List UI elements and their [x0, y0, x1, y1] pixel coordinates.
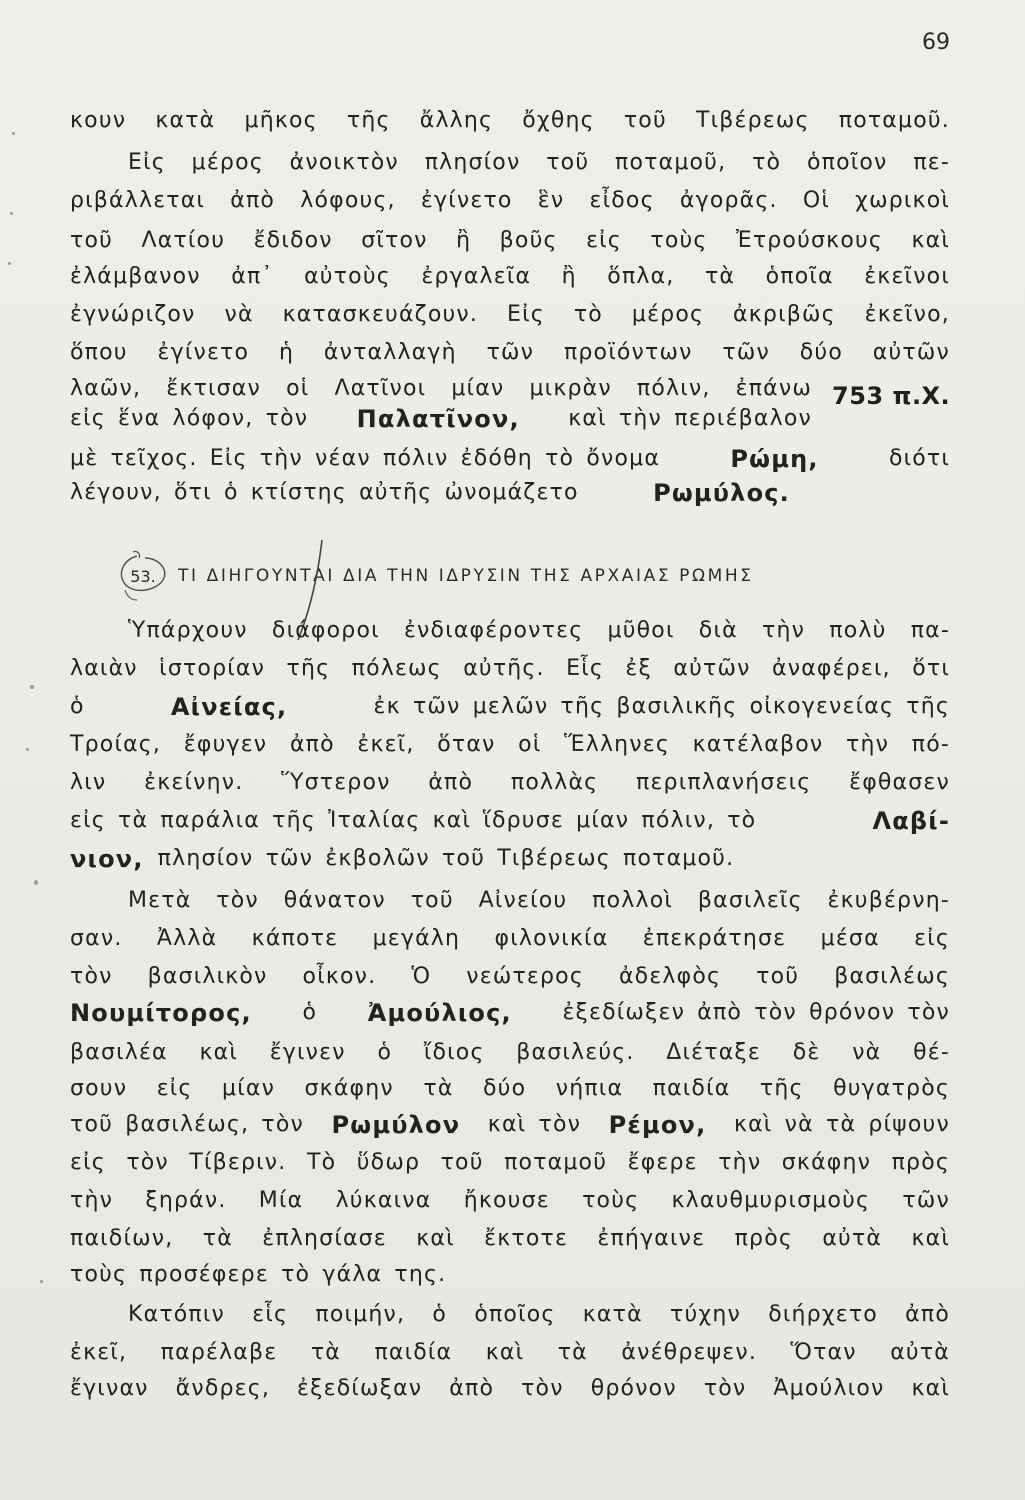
text-line: σαν. Ἀλλὰ κάποτε μεγάλη φιλονικία ἐπεκράτησε μέσα εἰς — [70, 926, 950, 951]
text-line — [70, 846, 810, 872]
text-run: καὶ τὴν περιέβαλον — [568, 406, 812, 431]
text-run: καὶ νὰ τὰ ρίψουν — [733, 1112, 950, 1137]
text-line: σουν εἰς μίαν σκάφην τὰ δύο νήπια παιδία τῆς θυγατρὸς — [70, 1076, 950, 1101]
text-run: τοῦ βασιλέως, τὸν — [70, 1112, 304, 1137]
text-run: εἰς ἕνα λόφον, τὸν — [70, 406, 309, 431]
bold-term: Ἀμούλιος, — [367, 999, 512, 1027]
scan-speck — [34, 880, 38, 885]
text-line: τὸν βασιλικὸν οἶκον. Ὁ νεώτερος ἀδελφὸς τοῦ βασιλέως — [70, 964, 950, 989]
text-line — [70, 808, 950, 834]
text-line: ἐγνώριζον νὰ κατασκευάζουν. Εἰς τὸ μέρος ἀκριβῶς ἐκεῖνο, — [70, 302, 950, 327]
text-run: πλησίον τῶν ἐκβολῶν τοῦ Τιβέρεως ποταμοῦ. — [157, 846, 735, 871]
text-line: λιν ἐκείνην. Ὕστερον ἀπὸ πολλὰς περιπλανήσεις ἔφθασεν — [70, 770, 950, 795]
text-line: λαῶν, ἔκτισαν οἱ Λατῖνοι μίαν μικρὰν πόλιν, ἐπάνω — [70, 376, 812, 401]
text-line: Μετὰ τὸν θάνατον τοῦ Αἰνείου πολλοὶ βασιλεῖς ἐκυβέρνη- — [128, 888, 950, 913]
text-line — [70, 406, 812, 432]
bold-term: Ρώμη, — [730, 445, 819, 473]
text-run: λέγουν, ὅτι ὁ κτίστης αὐτῆς ὠνομάζετο — [70, 480, 579, 505]
text-line: ἐκεῖ, παρέλαβε τὰ παιδία καὶ τὰ ἀνέθρεψεν. Ὅταν αὐτὰ — [70, 1340, 950, 1365]
scan-speck — [8, 262, 11, 265]
text-run: ὁ — [70, 694, 85, 719]
text-line: ἔγιναν ἄνδρες, ἐξεδίωξαν ἀπὸ τὸν θρόνον τὸν Ἀμούλιον καὶ — [70, 1376, 950, 1401]
scan-speck — [40, 1280, 43, 1283]
text-run: εἰς τὰ παράλια τῆς Ἰταλίας καὶ ἵδρυσε μίαν πόλιν, τὸ — [70, 808, 757, 833]
text-line: Ὑπάρχουν διάφοροι ἐνδιαφέροντες μῦθοι διὰ τὴν πολὺ πα- — [128, 618, 950, 643]
bold-term: Νουμίτορος, — [70, 999, 252, 1027]
text-run: ὁ — [302, 1000, 318, 1025]
text-run: ἐξεδίωξεν ἀπὸ τὸν θρόνον τὸν — [562, 1000, 950, 1025]
scan-speck — [26, 748, 29, 751]
text-run: καὶ τὸν — [487, 1112, 582, 1137]
text-line — [70, 694, 950, 720]
text-line: ὅπου ἐγίνετο ἡ ἀνταλλαγὴ τῶν προϊόντων τῶν δύο αὐτῶν — [70, 340, 950, 365]
text-line: ἐλάμβανον ἀπ᾿ αὐτοὺς ἐργαλεῖα ἢ ὅπλα, τὰ ὁποῖα ἐκεῖνοι — [70, 264, 950, 289]
bold-term: νιον, — [70, 845, 144, 873]
scan-speck — [12, 132, 15, 135]
text-run: διότι — [888, 446, 950, 471]
bold-term: Ρωμύλος. — [653, 479, 790, 507]
text-line: εἰς τὸν Τίβεριν. Τὸ ὕδωρ τοῦ ποταμοῦ ἔφερε τὴν σκάφην πρὸς — [70, 1150, 950, 1175]
text-line: τοὺς προσέφερε τὸ γάλα της. — [70, 1262, 447, 1287]
text-line — [70, 1112, 950, 1138]
bold-term: Αἰνείας, — [170, 693, 288, 721]
margin-date-note: 753 π.Χ. — [832, 382, 951, 410]
page-number: 69 — [922, 30, 950, 55]
text-line: Τροίας, ἔφυγεν ἀπὸ ἐκεῖ, ὅταν οἱ Ἕλληνες κατέλαβον τὴν πό- — [70, 732, 950, 757]
text-line: βασιλέα καὶ ἔγινεν ὁ ἴδιος βασιλεύς. Διέταξε δὲ νὰ θέ- — [70, 1040, 950, 1065]
text-line: λαιὰν ἱστορίαν τῆς πόλεως αὐτῆς. Εἷς ἐξ αὐτῶν ἀναφέρει, ὅτι — [70, 656, 950, 681]
bold-term: Ρέμον, — [608, 1111, 707, 1139]
text-line — [70, 446, 950, 472]
bold-term: Ρωμύλον — [331, 1111, 461, 1139]
section-heading: ΤΙ ΔΙΗΓΟΥΝΤΑΙ ΔΙΑ ΤΗΝ ΙΔΡΥΣΙΝ ΤΗΣ ΑΡΧΑΙΑΣ ΡΩΜΗΣ — [178, 566, 754, 586]
text-run: μὲ τεῖχος. Εἰς τὴν νέαν πόλιν ἐδόθη τὸ ὄνομα — [70, 446, 661, 471]
section-number-text: 53. — [130, 566, 156, 586]
scan-speck — [30, 685, 34, 689]
bold-term: Παλατῖνον, — [356, 405, 520, 433]
text-line — [70, 1000, 950, 1026]
text-line: τὴν ξηράν. Μία λύκαινα ἤκουσε τοὺς κλαυθμυρισμοὺς τῶν — [70, 1188, 950, 1213]
text-line: Εἰς μέρος ἀνοικτὸν πλησίον τοῦ ποταμοῦ, τὸ ὁποῖον πε- — [128, 150, 950, 175]
text-run: ἐκ τῶν μελῶν τῆς βασιλικῆς οἰκογενείας τῆς — [373, 694, 950, 719]
text-line: τοῦ Λατίου ἔδιδον σῖτον ἢ βοῦς εἰς τοὺς Ἐτρούσκους καὶ — [70, 228, 950, 253]
text-line: παιδίων, τὰ ἐπλησίασε καὶ ἔκτοτε ἐπήγαινε πρὸς αὐτὰ καὶ — [70, 1226, 950, 1251]
text-line: Κατόπιν εἷς ποιμήν, ὁ ὁποῖος κατὰ τύχην διήρχετο ἀπὸ — [128, 1302, 950, 1327]
text-line: κουν κατὰ μῆκος τῆς ἄλλης ὄχθης τοῦ Τιβέρεως ποταμοῦ. — [70, 108, 950, 133]
text-line — [70, 480, 790, 506]
bold-term: Λαβί- — [872, 807, 950, 835]
scan-speck — [10, 212, 13, 215]
text-line: ριβάλλεται ἀπὸ λόφους, ἐγίνετο ἓν εἶδος ἀγορᾶς. Οἱ χωρικοὶ — [70, 188, 950, 213]
section-number — [115, 558, 165, 594]
